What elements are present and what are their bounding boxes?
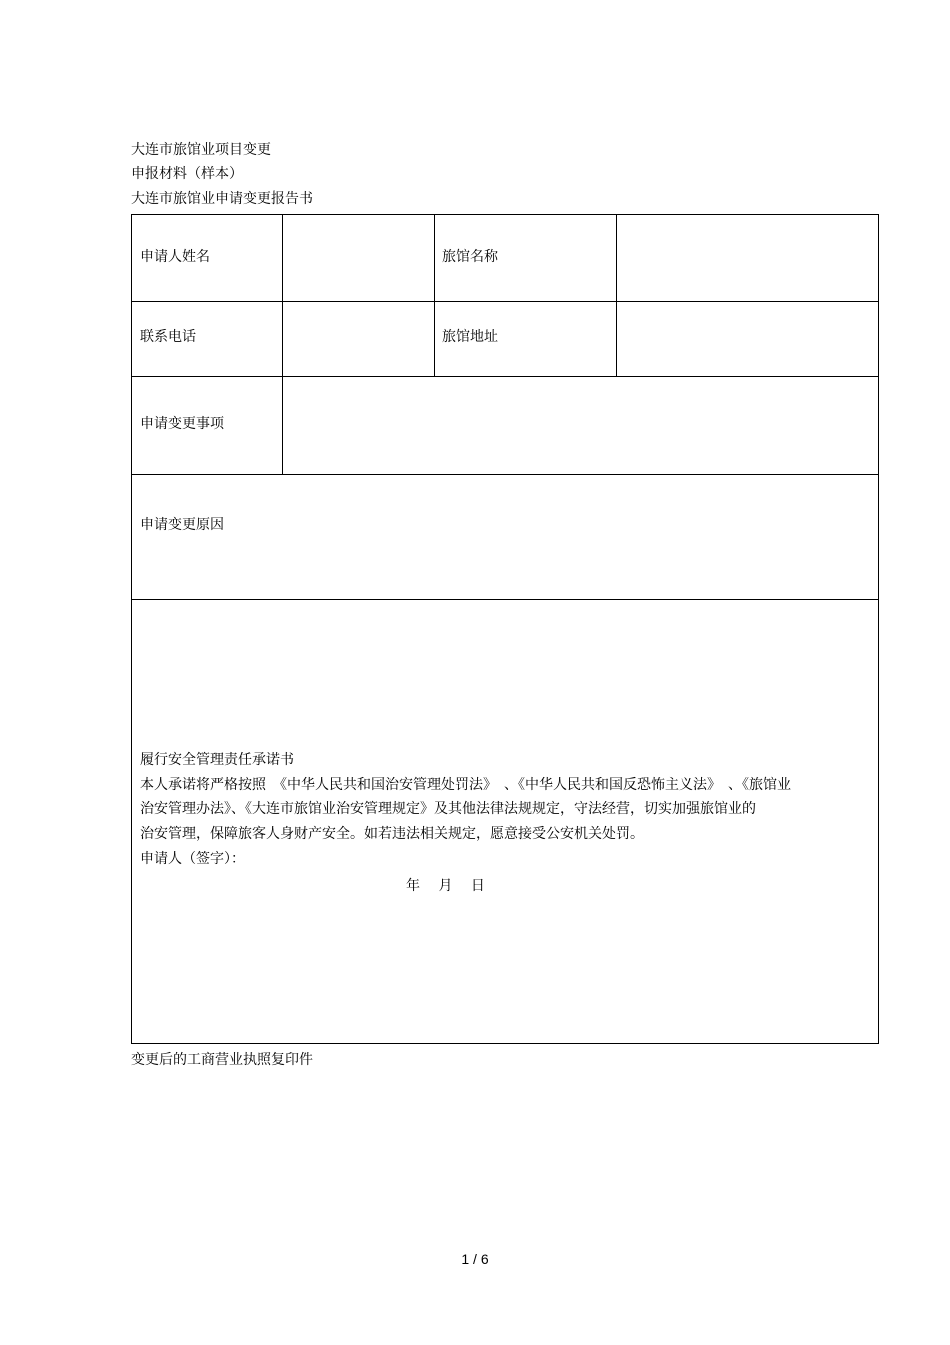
doc-title-line-3: 大连市旅馆业申请变更报告书 [131, 191, 313, 207]
column-divider [616, 215, 617, 376]
hotel-name-field[interactable] [618, 216, 877, 300]
change-items-label: 申请变更事项 [140, 416, 224, 432]
row-divider [132, 301, 878, 302]
change-items-field[interactable] [284, 378, 877, 473]
signature-label: 申请人（签字）： [140, 851, 245, 867]
row-divider [132, 376, 878, 377]
row-divider [132, 474, 878, 475]
change-reason-label: 申请变更原因 [140, 517, 224, 533]
hotel-name-label: 旅馆名称 [442, 249, 498, 265]
column-divider [282, 215, 283, 474]
hotel-address-label: 旅馆地址 [442, 329, 498, 345]
date-label: 年 月 日 [406, 878, 485, 894]
pledge-text-line-1: 本人承诺将严格按照 《中华人民共和国治安管理处罚法》 、《中华人民共和国反恐怖主义法》 、《旅馆业 [140, 777, 791, 793]
hotel-address-field[interactable] [618, 303, 877, 375]
applicant-name-field[interactable] [284, 216, 433, 300]
application-form-table [131, 214, 879, 1044]
row-divider [132, 599, 878, 600]
phone-label: 联系电话 [140, 329, 196, 345]
page-indicator: 1 / 6 [461, 1251, 489, 1267]
pledge-title: 履行安全管理责任承诺书 [140, 752, 294, 768]
doc-title-line-2: 申报材料（样本） [131, 166, 243, 182]
pledge-text-line-2: 治安管理办法》、《大连市旅馆业治安管理规定》及其他法律法规规定，守法经营，切实加强旅馆业的 [140, 801, 756, 817]
column-divider [434, 215, 435, 376]
pledge-text-line-3: 治安管理，保障旅客人身财产安全。如若违法相关规定，愿意接受公安机关处罚。 [140, 826, 644, 842]
attachment-label: 变更后的工商营业执照复印件 [131, 1052, 313, 1068]
applicant-name-label: 申请人姓名 [140, 249, 210, 265]
doc-title-line-1: 大连市旅馆业项目变更 [131, 142, 271, 158]
phone-field[interactable] [284, 303, 433, 375]
